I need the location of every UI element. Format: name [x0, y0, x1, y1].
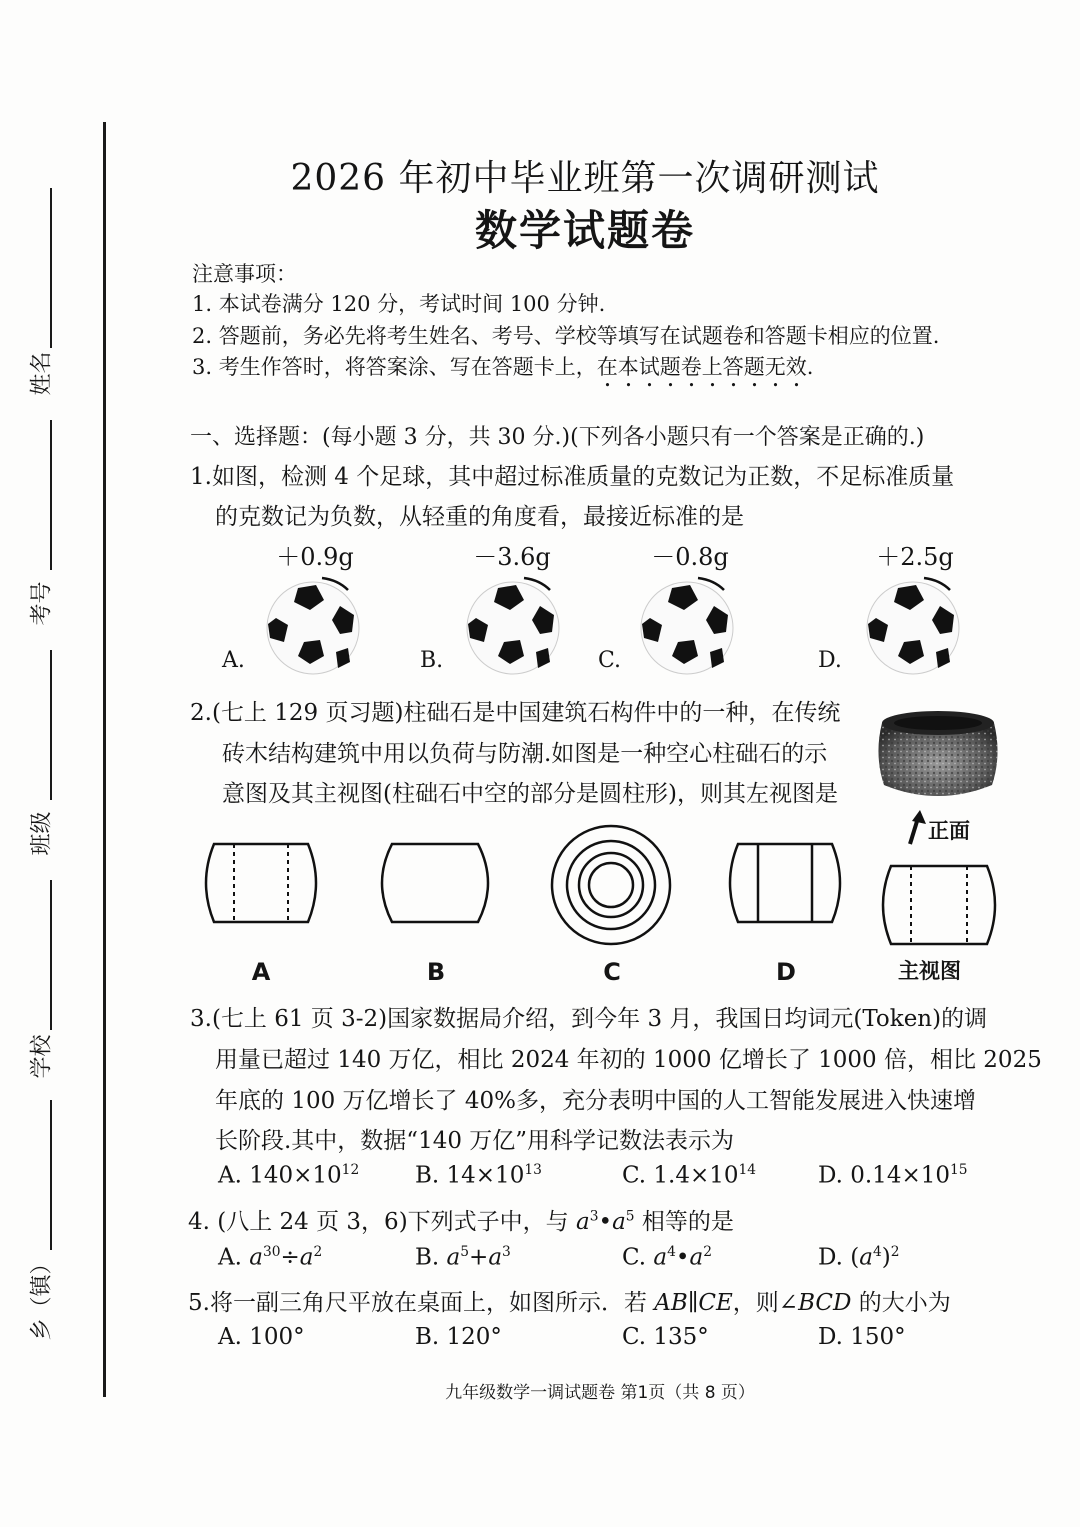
name-label: 姓名 [29, 351, 55, 396]
front-label: 正面 [928, 819, 970, 843]
figure-d [720, 838, 850, 928]
q3-option-d: D. $0.14\times 10^{15}$ [818, 1162, 968, 1189]
q3-option-b: B. $14\times 10^{13}$ [415, 1162, 542, 1189]
q3-line-3: 年底的 100 万亿增长了 40%多，充分表明中国的人工智能发展进入快速增 [215, 1088, 976, 1114]
q1-line-2: 的克数记为负数，从轻重的角度看，最接近标准的是 [215, 504, 744, 530]
town-fill-line-top[interactable] [50, 1100, 52, 1250]
pillar-stone-image [872, 705, 1004, 805]
figure-main-view [873, 860, 1005, 950]
figure-b-label: B [426, 958, 446, 986]
page-footer: 九年级数学一调试题卷 第1页（共 8 页） [445, 1383, 755, 1403]
q3-option-a: A. $140\times 10^{12}$ [218, 1162, 360, 1189]
q4-option-a: A. $a^{30}\div a^2$ [218, 1244, 323, 1271]
main-view-label: 主视图 [898, 959, 961, 983]
soccer-ball-c-icon [632, 570, 742, 675]
town-label: 乡（镇） [29, 1252, 55, 1341]
school-label: 学校 [29, 1034, 55, 1079]
q5-option-a: A. 100° [218, 1324, 305, 1350]
soccer-ball-d-icon [858, 570, 968, 675]
figure-c-label: C [603, 958, 621, 986]
notes-item-3: 3. 考生作答时，将答案涂、写在答题卡上，在本试题卷上答题无效. [192, 355, 814, 379]
q4-option-c: C. $a^4•a^2$ [622, 1244, 712, 1271]
q5-stem: 5.将一副三角尺平放在桌面上，如图所示．若 AB∥CE，则∠BCD 的大小为 [188, 1290, 951, 1316]
class-fill-line-top[interactable] [50, 650, 52, 800]
exam-title: 2026 年初中毕业班第一次调研测试 [290, 158, 880, 199]
id-fill-line-top[interactable] [50, 420, 52, 570]
exam-subtitle: 数学试题卷 [474, 206, 695, 255]
id-label: 考号 [29, 581, 55, 626]
notes-heading: 注意事项： [192, 262, 297, 286]
section1-heading: 一、选择题：(每小题 3 分，共 30 分.)(下列各小题只有一个答案是正确的.) [190, 425, 925, 450]
q1-line-1: 1.如图，检测 4 个足球，其中超过标准质量的克数记为正数，不足标准质量 [190, 464, 955, 490]
q5-option-c: C. 135° [622, 1324, 709, 1350]
class-label: 班级 [29, 811, 55, 856]
ball-c-letter: C. [598, 648, 622, 673]
binding-line [103, 122, 106, 1397]
ball-a-value: ＋0.9g [276, 543, 354, 571]
q4-stem: 4. (八上 24 页 3，6)下列式子中，与 $a^3•a^5$ 相等的是 [188, 1208, 734, 1235]
figure-a [196, 838, 326, 928]
school-fill-line-top[interactable] [50, 880, 52, 1030]
ball-b-letter: B. [420, 648, 444, 673]
ball-d-letter: D. [818, 648, 842, 673]
q3-line-2: 用量已超过 140 万亿，相比 2024 年初的 1000 亿增长了 1000 倍，相比 2025 [215, 1047, 1042, 1073]
figure-d-label: D [776, 958, 796, 986]
name-fill-line[interactable] [50, 188, 52, 348]
figure-b [370, 838, 500, 928]
soccer-ball-b-icon [458, 570, 568, 675]
emphasis-text: 在本试题卷上答题无效 [596, 355, 807, 379]
notes-item-1: 1. 本试卷满分 120 分，考试时间 100 分钟. [192, 292, 606, 316]
q3-option-c: C. $1.4\times 10^{14}$ [622, 1162, 757, 1189]
q2-line-3: 意图及其主视图(柱础石中空的部分是圆柱形)，则其左视图是 [222, 781, 838, 807]
q3-line-1: 3.(七上 61 页 3-2)国家数据局介绍，到今年 3 月，我国日均词元(Token)的调 [190, 1006, 988, 1032]
q5-option-b: B. 120° [415, 1324, 502, 1350]
q4-option-b: B. $a^5+a^3$ [415, 1244, 511, 1271]
figure-a-label: A [251, 958, 271, 986]
figure-c [548, 822, 674, 948]
soccer-ball-a-icon [258, 570, 368, 675]
q3-line-4: 长阶段.其中，数据“140 万亿”用科学记数法表示为 [215, 1128, 735, 1154]
q5-option-d: D. 150° [818, 1324, 906, 1350]
arrow-up-icon [900, 810, 930, 846]
q2-line-2: 砖木结构建筑中用以负荷与防潮.如图是一种空心柱础石的示 [222, 741, 828, 767]
ball-a-letter: A. [222, 648, 245, 673]
notes-item-2: 2. 答题前，务必先将考生姓名、考号、学校等填写在试题卷和答题卡相应的位置. [192, 324, 940, 348]
q4-option-d: D. $(a^4)^2$ [818, 1244, 900, 1271]
ball-c-value: －0.8g [651, 543, 729, 571]
ball-d-value: ＋2.5g [876, 543, 954, 571]
ball-b-value: －3.6g [473, 543, 551, 571]
q2-line-1: 2.(七上 129 页习题)柱础石是中国建筑石构件中的一种，在传统 [190, 700, 841, 726]
